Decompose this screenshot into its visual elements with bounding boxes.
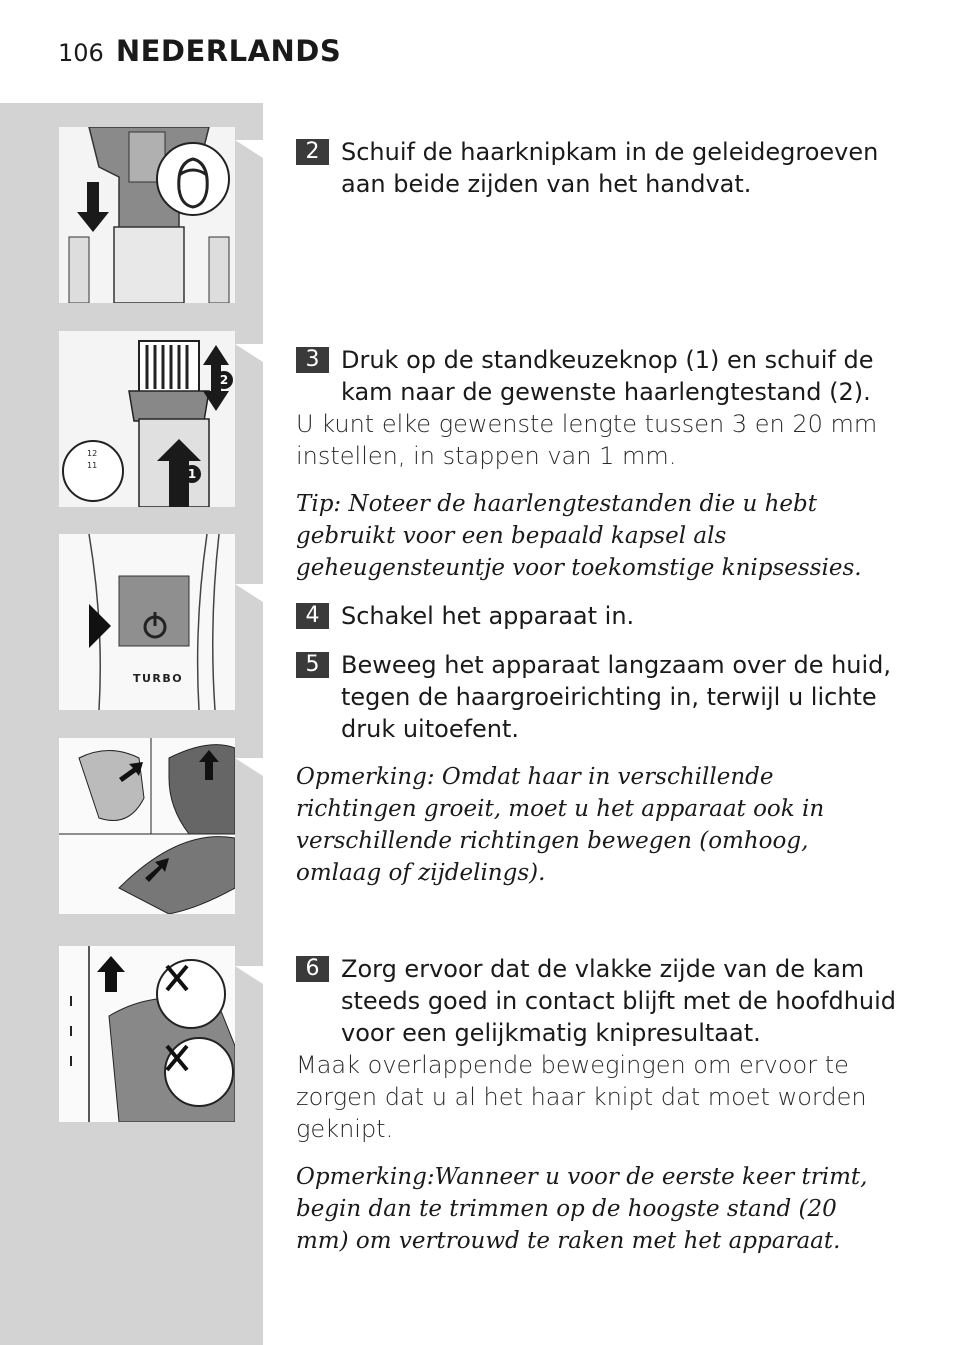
step-text: Beweeg het apparaat langzaam over de huid, tegen de haargroeirichting in, terwijl u lichte druk uitoefent. bbox=[341, 651, 892, 743]
overlap-info-paragraph: Maak overlappende bewegingen om ervoor te zorgen dat u al het haar knipt dat moet worden geknipt. bbox=[296, 1051, 867, 1143]
step-number: 4 bbox=[296, 603, 329, 629]
scale-label-top: 12 bbox=[87, 449, 98, 458]
step-4 bbox=[296, 600, 896, 632]
section-title: NEDERLANDS bbox=[115, 34, 342, 68]
step-2 bbox=[296, 136, 896, 200]
step-text: Zorg ervoor dat de vlakke zijde van de kam steeds goed in contact blijft met de hoofdhuid voor een gelijkmatig knipresultaat. bbox=[341, 955, 897, 1047]
step-number: 3 bbox=[296, 347, 329, 373]
step-text: Druk op de standkeuzeknop (1) en schuif de kam naar de gewenste haarlengtestand (2). bbox=[341, 346, 874, 406]
step-number: 6 bbox=[296, 956, 329, 982]
step-3 bbox=[296, 344, 896, 408]
scale-label-bottom: 11 bbox=[87, 461, 98, 470]
marker-2: 2 bbox=[215, 371, 233, 389]
tip-paragraph: Tip: Noteer de haarlengtestanden die u hebt gebruikt voor een bepaald kapsel als geheugensteuntje voor toekomstige knipsessies. bbox=[296, 491, 862, 581]
illustration-length-selector bbox=[59, 331, 235, 507]
turbo-label: TURBO bbox=[133, 672, 184, 685]
step-5 bbox=[296, 649, 896, 745]
marker-1: 1 bbox=[183, 465, 201, 483]
comb-contact-drawing bbox=[59, 946, 235, 1122]
attach-comb-drawing bbox=[59, 127, 235, 303]
step-text: Schakel het apparaat in. bbox=[341, 602, 635, 630]
step-text: Schuif de haarknipkam in de geleidegroeven aan beide zijden van het handvat. bbox=[341, 138, 879, 198]
step-number: 5 bbox=[296, 652, 329, 678]
note-directions-paragraph: Opmerking: Omdat haar in verschillende richtingen groeit, moet u het apparaat ook in verschillende richtingen bewegen (omhoog, omlaag of zijdelings). bbox=[296, 764, 825, 886]
illustration-power-button bbox=[59, 534, 235, 710]
note-first-time-paragraph: Opmerking:Wanneer u voor de eerste keer trimt, begin dan te trimmen op de hoogste stand (20 mm) om vertrouwd te raken met het apparaat. bbox=[296, 1164, 868, 1254]
step-6 bbox=[296, 953, 896, 1049]
length-selector-drawing bbox=[59, 331, 235, 507]
length-info-paragraph: U kunt elke gewenste lengte tussen 3 en 20 mm instellen, in stappen van 1 mm. bbox=[296, 410, 878, 470]
illustration-comb-contact bbox=[59, 946, 235, 1122]
trim-directions-drawing bbox=[59, 738, 235, 914]
page-number: 106 bbox=[58, 39, 104, 67]
illustration-attach-comb bbox=[59, 127, 235, 303]
illustration-trim-directions bbox=[59, 738, 235, 914]
page-header bbox=[58, 34, 341, 68]
step-number: 2 bbox=[296, 139, 329, 165]
